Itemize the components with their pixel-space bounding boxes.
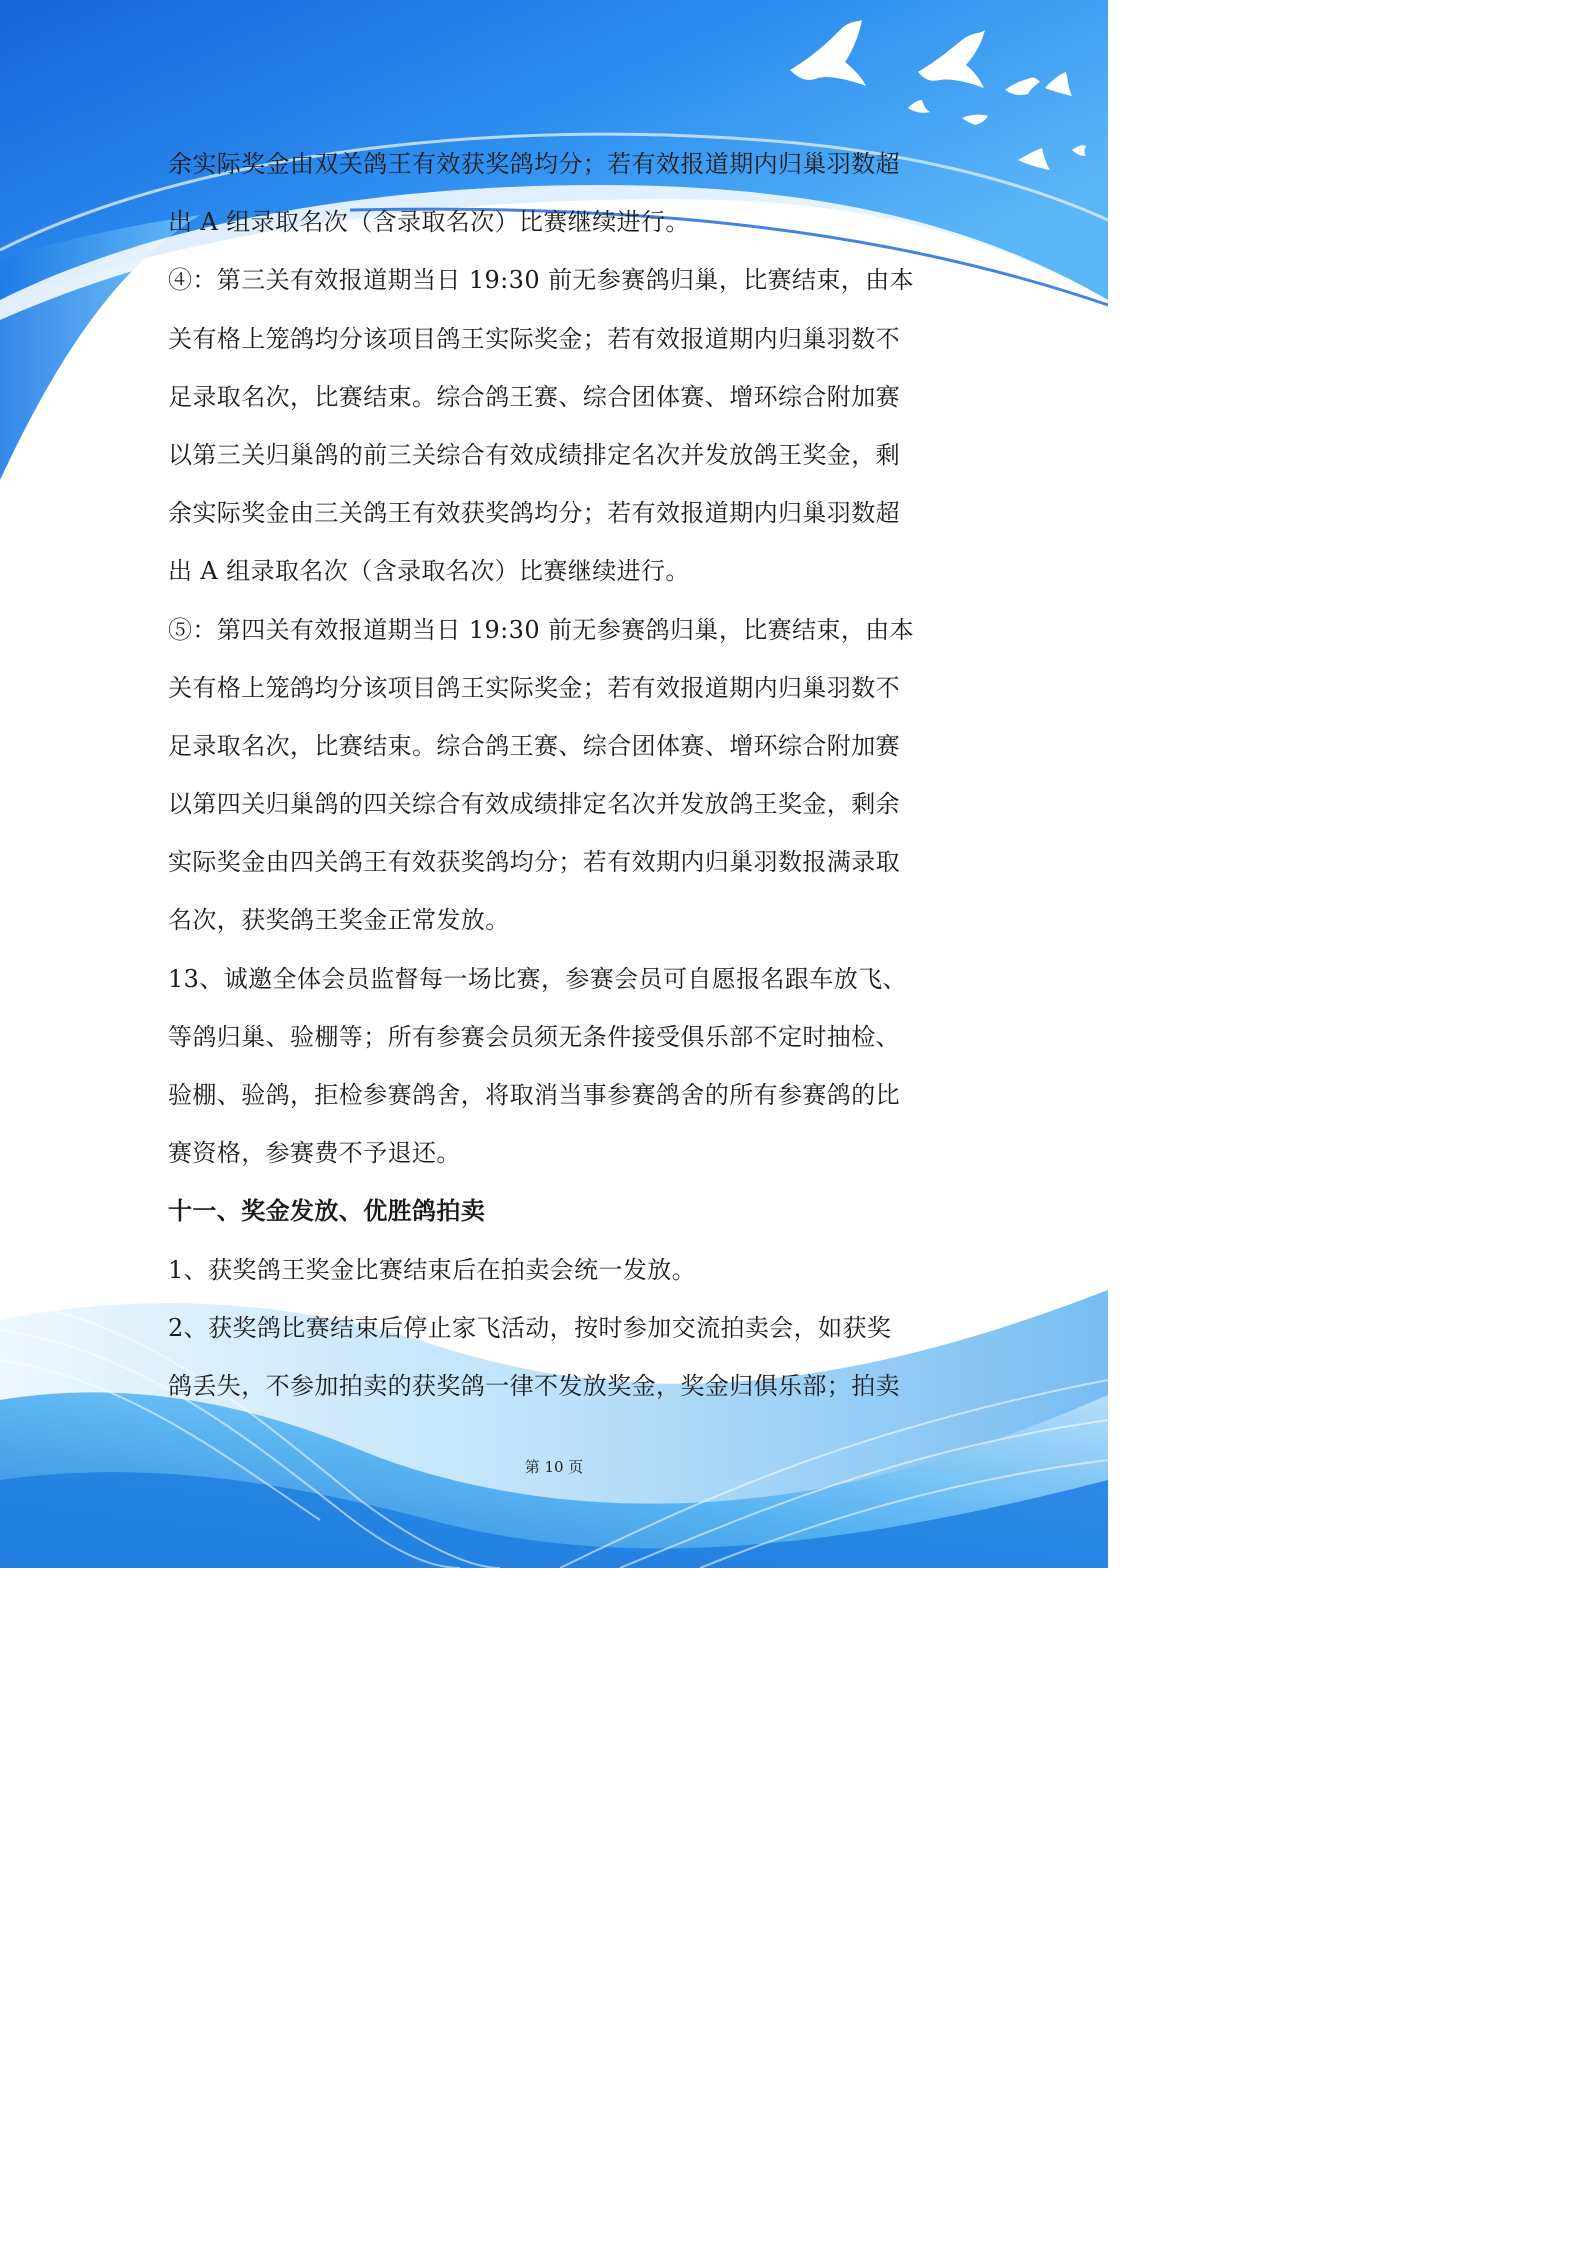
section-heading: 十一、奖金发放、优胜鸽拍卖 <box>168 1197 486 1226</box>
paragraph-line: 验棚、验鸽，拒检参赛鸽舍，将取消当事参赛鸽舍的所有参赛鸽的比 <box>168 1081 900 1109</box>
paragraph-line: 足录取名次，比赛结束。综合鸽王赛、综合团体赛、增环综合附加赛 <box>168 731 900 760</box>
paragraph-line: 足录取名次，比赛结束。综合鸽王赛、综合团体赛、增环综合附加赛 <box>168 382 900 411</box>
paragraph-line: 出 A 组录取名次（含录取名次）比赛继续进行。 <box>168 557 690 586</box>
paragraph-line: 关有格上笼鸽均分该项目鸽王实际奖金；若有效报道期内归巢羽数不 <box>168 324 900 353</box>
paragraph-line: 余实际奖金由双关鸽王有效获奖鸽均分；若有效报道期内归巢羽数超 <box>168 150 900 178</box>
paragraph-line: 出 A 组录取名次（含录取名次）比赛继续进行。 <box>168 208 690 237</box>
paragraph-line: 13、诚邀全体会员监督每一场比赛，参赛会员可自愿报名跟车放飞、 <box>168 964 907 993</box>
paragraph-line: 1、获奖鸽王奖金比赛结束后在拍卖会统一发放。 <box>168 1255 697 1284</box>
paragraph-line: 名次，获奖鸽王奖金正常发放。 <box>168 906 510 935</box>
paragraph-line: 等鸽归巢、验棚等；所有参赛会员须无条件接受俱乐部不定时抽检、 <box>168 1022 900 1051</box>
paragraph-line: 鸽丢失，不参加拍卖的获奖鸽一律不发放奖金，奖金归俱乐部；拍卖 <box>168 1371 900 1400</box>
paragraph-line: ⑤：第四关有效报道期当日 19:30 前无参赛鸽归巢，比赛结束，由本 <box>168 615 915 644</box>
paragraph-line: 以第四关归巢鸽的四关综合有效成绩排定名次并发放鸽王奖金，剩余 <box>168 790 900 819</box>
paragraph-line: 实际奖金由四关鸽王有效获奖鸽均分；若有效期内归巢羽数报满录取 <box>168 848 900 877</box>
paragraph-line: 关有格上笼鸽均分该项目鸽王实际奖金；若有效报道期内归巢羽数不 <box>168 673 900 702</box>
paragraph-line: 2、获奖鸽比赛结束后停止家飞活动，按时参加交流拍卖会，如获奖 <box>168 1313 892 1342</box>
paragraph-line: 以第三关归巢鸽的前三关综合有效成绩排定名次并发放鸽王奖金，剩 <box>168 440 900 469</box>
page-number: 第 10 页 <box>524 1458 584 1476</box>
paragraph-line: 余实际奖金由三关鸽王有效获奖鸽均分；若有效报道期内归巢羽数超 <box>168 499 900 528</box>
document-body <box>168 135 948 1415</box>
paragraph-line: ④：第三关有效报道期当日 19:30 前无参赛鸽归巢，比赛结束，由本 <box>168 266 915 295</box>
paragraph-line: 赛资格，参赛费不予退还。 <box>168 1139 461 1168</box>
